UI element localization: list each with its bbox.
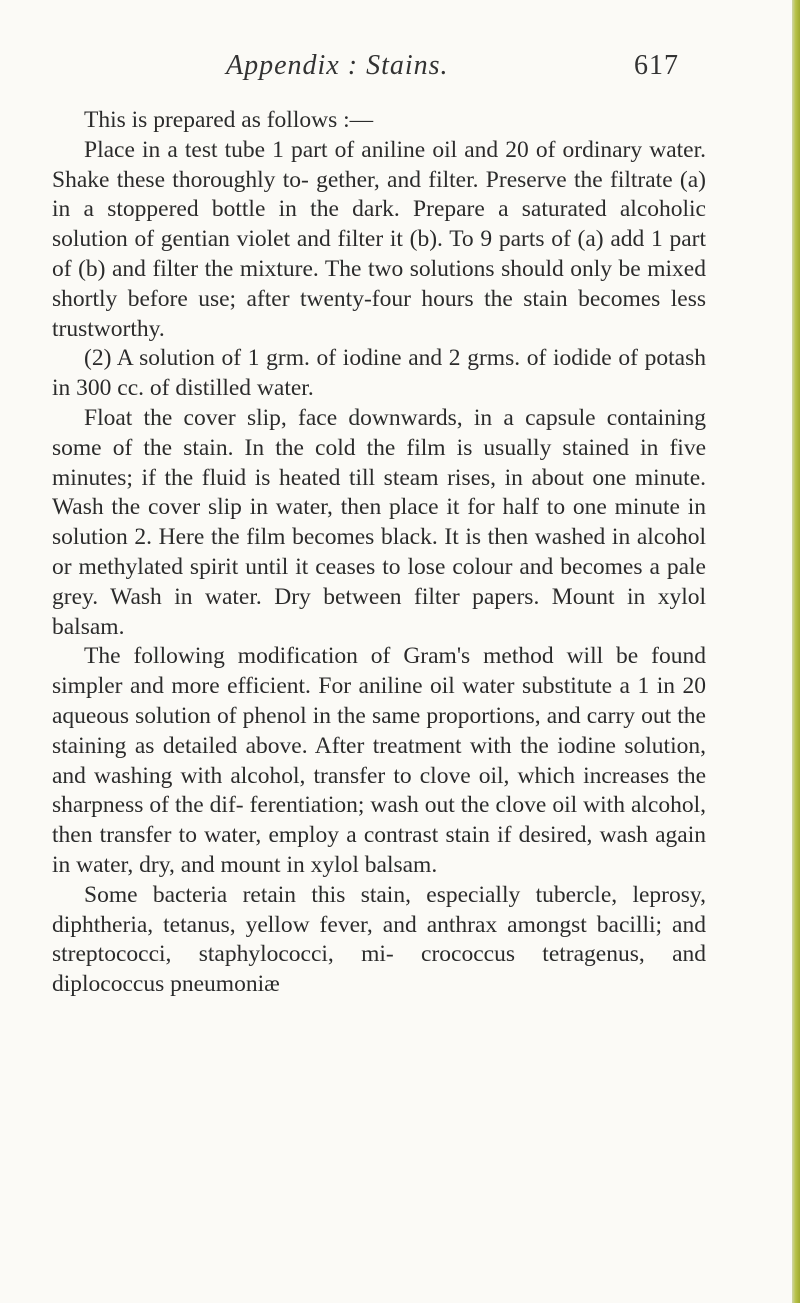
paragraph-aniline-preparation: Place in a test tube 1 part of aniline oil and 20 of ordinary water. Shake these thoroughly to- gether, and filter. Preserve the filtrate (a) in a stoppered bottle in the dark. Prepare a saturated alcoholic solution of gentian violet and filter it (b). To 9 parts of (a) add 1 part of (b) and filter the mixture. The two solutions should only be mixed shortly before use; after twenty-four hours the stain becomes less trustworthy. <box>52 136 706 342</box>
paragraph-iodine-solution: (2) A solution of 1 grm. of iodine and 2 grms. of iodide of potash in 300 cc. of distilled water. <box>52 345 706 402</box>
paragraph-intro: This is prepared as follows :— <box>84 107 374 133</box>
paragraph-bacteria-list: Some bacteria retain this stain, especially tubercle, leprosy, diphtheria, tetanus, yellow fever, and anthrax amongst bacilli; and streptococci, staphylococci, mi- crococcus tetragenus, and diplococcus pneumoniæ <box>52 881 706 998</box>
paragraph-staining-procedure: Float the cover slip, face downwards, in a capsule containing some of the stain. In the cold the film is usually stained in five minutes; if the fluid is heated till steam rises, in about one minute. Wash the cover slip in water, then place it for half to one minute in solution 2. Here the film becomes black. It is then washed in alcohol or methylated spirit until it ceases to lose colour and becomes a pale grey. Wash in water. Dry between filter papers. Mount in xylol balsam. <box>52 404 706 640</box>
page-edge <box>792 0 800 1303</box>
running-head <box>226 50 706 90</box>
body-text <box>52 106 706 1000</box>
page-number: 617 <box>634 50 679 81</box>
paragraph-gram-modification: The following modification of Gram's method will be found simpler and more efficient. For aniline oil water substitute a 1 in 20 aqueous solution of phenol in the same proportions, and carry out the staining as detailed above. After treatment with the iodine solution, and washing with alcohol, transfer to clove oil, which increases the sharpness of the dif- ferentiation; wash out the clove oil with alcohol, then transfer to water, employ a contrast stain if desired, wash again in water, dry, and mount in xylol balsam. <box>52 643 706 878</box>
running-head-title: Appendix : Stains. <box>226 50 449 81</box>
